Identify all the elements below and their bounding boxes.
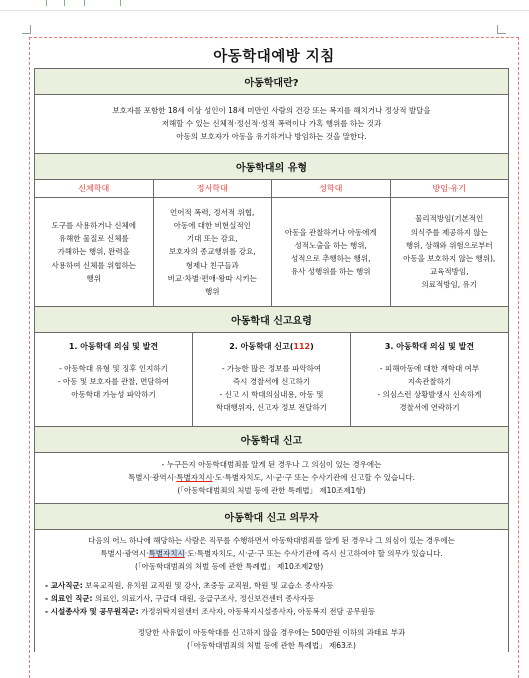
report-step-item: 학대행위자, 신고자 정보 전달하기 [216, 403, 327, 412]
duty-group-medical: - 의료인 직군: 의료인, 의료기사, 구급대 대원, 응급구조사, 정신보건센터 종사자등 [45, 594, 315, 603]
penalty-text: 정당한 사유없이 아동학대를 신고하지 않을 경우에는 500만원 이하의 과태료 부과 [137, 628, 406, 637]
type-desc-line: 교육적방임, [429, 267, 469, 277]
types-labels-row [35, 180, 508, 307]
duty-group-facility: - 시설종사자 및 공무원직군: 가정위탁지원센터 조사자, 아동복지시설종사자, 아동복지 전담 공무원등 [45, 607, 376, 616]
duty-group-teachers: - 교사직군: 보육교직원, 유치원 교직원 및 강사, 초중등 교직원, 학원 및 교습소 종사자등 [45, 581, 334, 590]
type-label: 신체학대 [35, 180, 153, 198]
section-header-duty: 아동학대 신고 의무자 [35, 504, 508, 530]
type-description [391, 198, 509, 306]
type-desc-line: 언어적 폭력, 정서적 위협, [170, 207, 255, 217]
report-step-item: 지속관찰하기 [407, 377, 452, 386]
report-step-item: 즉시 경찰서에 신고하기 [232, 377, 311, 386]
type-desc-line: 물리적방임(기본적인 [415, 214, 484, 224]
ruler-bar [0, 0, 529, 11]
type-desc-line: 사용하여 신체를 위협하는 [51, 260, 136, 270]
type-desc-line: 아동에 대한 비현실적인 [173, 220, 251, 230]
type-desc-line: 행위 [86, 273, 101, 283]
type-column-neglect [391, 180, 509, 306]
report-step-item: - 피해아동에 대한 재학대 여부 [379, 364, 480, 373]
type-label: 방임·유기 [391, 180, 509, 198]
report-step-1 [35, 333, 193, 426]
crop-mark-top-right [497, 25, 506, 34]
guideline-table [34, 68, 509, 652]
report-step-title: 1. 아동학대 의심 및 발견 [68, 342, 159, 351]
type-desc-line: 도구를 사용하거나 신체에 [51, 220, 136, 230]
underlined-term: 특별자치시 [176, 473, 213, 482]
type-description [272, 198, 390, 306]
report-line: - 누구든지 아동학대범죄를 알게 된 경우나 그 의심이 있는 경우에는 [161, 460, 382, 469]
type-column-emotional [154, 180, 273, 306]
definition-text [35, 95, 508, 154]
report-step-3 [351, 333, 508, 426]
type-desc-line: 유사 성행위를 하는 행위 [290, 267, 371, 277]
type-desc-line: 아동을 관찰하거나 아동에게 [284, 227, 377, 237]
report-step-item: - 의심스런 상황발생시 신속하게 [377, 390, 482, 399]
type-label: 정서학대 [154, 180, 272, 198]
type-column-physical [35, 180, 154, 306]
ruler-tick [84, 0, 85, 6]
emergency-number: 112 [293, 342, 311, 351]
type-desc-line: 행위 [204, 287, 220, 296]
duty-text [35, 530, 508, 652]
report-step-2 [193, 333, 351, 426]
ruler-tick [46, 0, 47, 6]
report-text [35, 453, 508, 504]
report-line: 특별시·광역시·특별자치시·도·특별자치도, 시·군·구 또는 수사기관에 신고할 수 있습니다. [128, 473, 415, 482]
section-header-types: 아동학대의 유형 [35, 154, 508, 180]
report-step-item: 아동학대 가능성 파악하기 [71, 390, 156, 399]
type-desc-line: 보호자의 종교행위를 강요, [168, 247, 256, 257]
crop-mark-top-left [22, 25, 31, 34]
type-desc-line: 의식주를 제공하지 않는 [410, 227, 488, 237]
definition-line: 보호자를 포함한 18세 이상 성인이 18세 미만인 사람의 건강 또는 복지를 해치거나 정상적 발달을 [112, 106, 431, 115]
duty-line: 특별시·광역시·특별자치시·도·특별자치도, 시·군·구 또는 수사기관에 즉시 신고하여야 할 의무가 있습니다. [100, 549, 443, 558]
type-desc-line: 기대 또는 감요, [186, 234, 238, 244]
type-desc-line: 성적으로 추행하는 행위, [290, 254, 371, 263]
type-description [154, 198, 272, 306]
law-reference: (「아동학대범죄의 처벌 등에 관한 특례법」 제63조) [187, 641, 356, 650]
report-step-item: - 가능한 많은 정보를 파악하여 [221, 364, 322, 373]
type-desc-line: 아동을 보호하지 않는 행위), [403, 254, 496, 263]
type-desc-line: 유해한 물질로 신체를 [58, 234, 129, 244]
type-desc-line: 가해하는 행위, 완력을 [57, 247, 130, 257]
type-desc-line: 행위, 상해와 위험으로부터 [405, 240, 493, 250]
law-reference: (「아동학대범죄의 처벌 등에 관한 특례법」 제10조제1항) [177, 486, 366, 495]
report-steps-row [35, 333, 508, 427]
document-page [29, 37, 519, 678]
law-reference: (「아동학대범죄의 처벌 등에 관한 특례법」 제10조제2항) [135, 562, 324, 571]
report-step-item: - 아동학대 유형 및 징후 인지하기 [59, 364, 168, 373]
ruler-tick [120, 0, 121, 6]
type-description [35, 198, 153, 306]
ruler-tick [64, 0, 65, 6]
report-step-item: - 아동 및 보호자를 관찰, 면담하여 [57, 377, 170, 386]
type-desc-line: 의료적방임, 유기 [421, 280, 477, 290]
page-title: 아동학대예방 지침 [213, 49, 335, 65]
section-header-report: 아동학대 신고 [35, 427, 508, 453]
report-step-title: 3. 아동학대 의심 및 발견 [384, 342, 475, 351]
report-step-title: 2. 아동학대 신고(112) [229, 342, 314, 351]
definition-line: 저해할 수 있는 신체적·정신적·성적 폭력이나 가혹 행위를 하는 것과 [161, 119, 382, 128]
type-desc-line: 성적노출을 하는 행위, [294, 240, 367, 250]
definition-line: 아동의 보호자가 아동을 유기하거나 방임하는 것을 말한다. [176, 132, 367, 141]
duty-line: 다음의 어느 하나에 해당하는 사람은 직무를 수행하면서 아동학대범죄를 알게 된 경우나 그 의심이 있는 경우에는 [88, 536, 455, 545]
section-header-definition: 아동학대란? [35, 69, 508, 95]
type-label: 성학대 [272, 180, 390, 198]
highlighted-term: 특별자치시 [148, 549, 185, 558]
report-step-item: 경찰서에 연락하기 [399, 403, 460, 412]
report-step-item: - 신고 시 학대의심내용, 아동 및 [219, 390, 324, 399]
section-header-report-guide: 아동학대 신고요령 [35, 307, 508, 333]
type-desc-line: 형제나 친구들과 [185, 260, 239, 270]
type-desc-line: 비교·차별·편애·왕따 시키는 [167, 273, 257, 283]
type-column-sexual [272, 180, 391, 306]
